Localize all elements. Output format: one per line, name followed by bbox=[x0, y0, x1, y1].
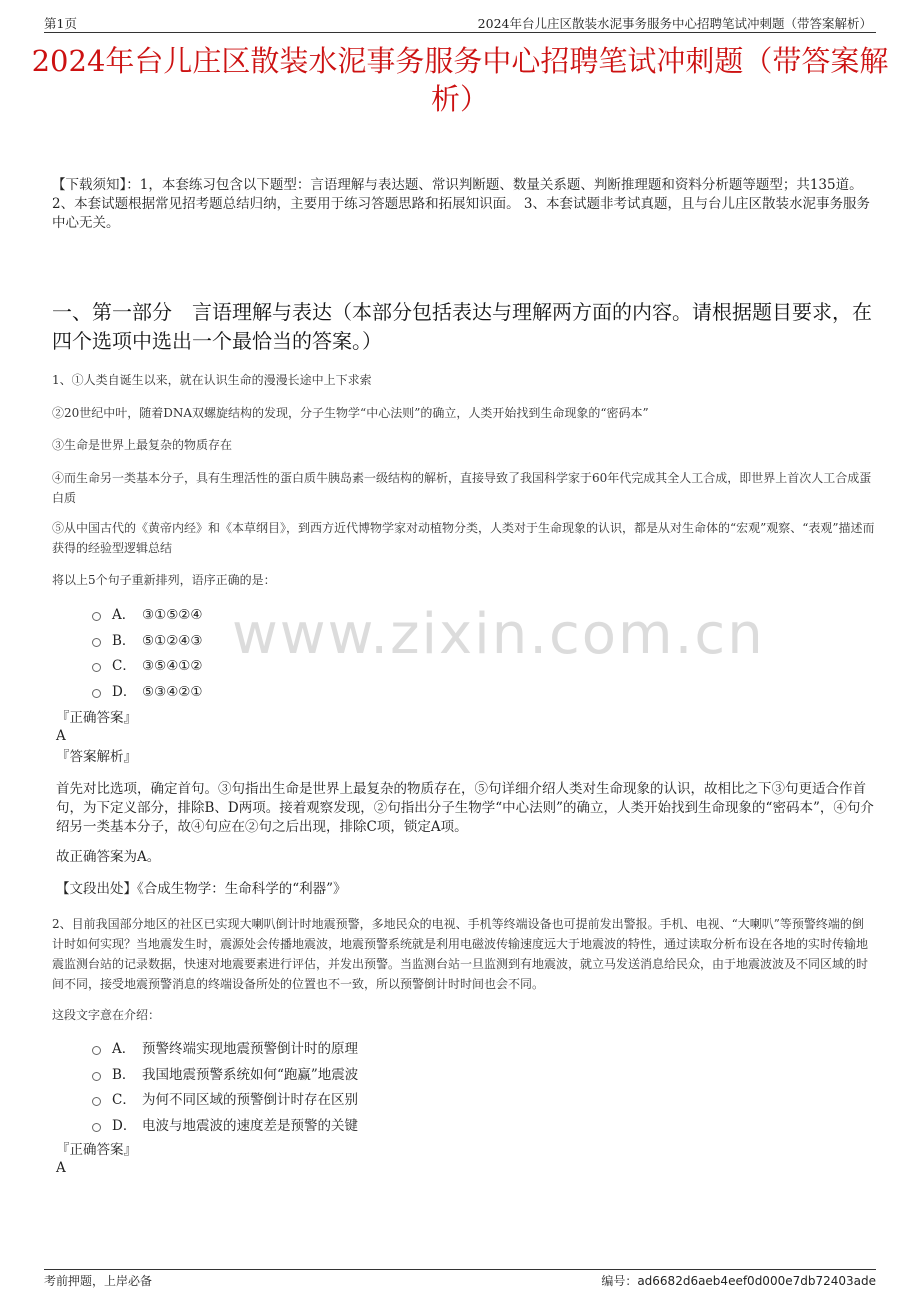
footer-doc-id: 编号：ad6682d6aeb4eef0d000e7db72403ade bbox=[601, 1274, 876, 1288]
q1-answer: A bbox=[56, 728, 66, 744]
page-number: 第1页 bbox=[44, 16, 77, 31]
radio-icon[interactable] bbox=[92, 689, 101, 698]
section-label: 一、第一部分 bbox=[52, 300, 172, 324]
radio-icon[interactable] bbox=[92, 1123, 101, 1132]
q2-stem: 这段文字意在介绍： bbox=[52, 1008, 161, 1022]
q1-analysis-label: 『答案解析』 bbox=[56, 749, 137, 765]
q2-answer: A bbox=[56, 1160, 66, 1176]
q1-conclusion: 故正确答案为A。 bbox=[56, 849, 161, 865]
q2-answer-label: 『正确答案』 bbox=[56, 1142, 137, 1158]
radio-icon[interactable] bbox=[92, 612, 101, 621]
radio-icon[interactable] bbox=[92, 1072, 101, 1081]
footer-slogan: 考前押题，上岸必备 bbox=[44, 1274, 153, 1288]
download-notice: 【下载须知】：1，本套练习包含以下题型：言语理解与表达题、常识判断题、数量关系题、判断推理题和资料分析题等题型；共135道。 2、本套试题根据常见招考题总结归纳，主要用于练习答题思路和拓展知识面。 3、本套试题非考试真题，且与台儿庄区散装水泥事务服务中心无关。 bbox=[52, 177, 870, 231]
document-title: 2024年台儿庄区散装水泥事务服务中心招聘笔试冲刺题（带答案解析） bbox=[31, 44, 889, 116]
q1-sentence-4: ④而生命另一类基本分子，具有生理活性的蛋白质牛胰岛素一级结构的解析，直接导致了我国科学家于60年代完成其全人工合成，即世界上首次人工合成蛋白质 bbox=[52, 471, 872, 505]
q1-sentence-3: ③生命是世界上最复杂的物质存在 bbox=[52, 438, 233, 452]
radio-icon[interactable] bbox=[92, 663, 101, 672]
watermark: www.zixin.com.cn bbox=[232, 602, 765, 667]
radio-icon[interactable] bbox=[92, 1097, 101, 1106]
page-footer bbox=[44, 1269, 876, 1290]
section-description: 言语理解与表达（本部分包括表达与理解两方面的内容。请根据题目要求，在四个选项中选出一个最恰当的答案。） bbox=[52, 300, 872, 353]
q2-passage: 2、目前我国部分地区的社区已实现大喇叭倒计时地震预警，多地民众的电视、手机等终端设备也可提前发出警报。手机、电视、“大喇叭”等预警终端的倒计时如何实现？当地震发生时，震源处会传播地震波，地震预警系统就是利用电磁波传输速度远大于地震波的特性，通过读取分析布设在各地的实时传输地震监测台站的记录数据，快速对地震要素进行评估，并发出预警。当监测台站一旦监测到有地震波，就立马发送消息给民众，由于地震波波及不同区域的时间不同，接受地震预警消息的终端设备所处的位置也不一致，所以预警倒计时时间也会不同。 bbox=[52, 917, 869, 991]
q1-sentence-2: ②20世纪中叶，随着DNA双螺旋结构的发现，分子生物学“中心法则”的确立，人类开始找到生命现象的“密码本” bbox=[52, 406, 649, 420]
q1-analysis: 首先对比选项，确定首句。③句指出生命是世界上最复杂的物质存在，⑤句详细介绍人类对生命现象的认识，故相比之下③句更适合作首句，为下定义部分，排除B、D两项。接着观察发现，②句指出分子生物学“中心法则”的确立，人类开始找到生命现象的“密码本”，④句介绍另一类基本分子，故④句应在②句之后出现，排除C项，锁定A项。 bbox=[56, 781, 874, 835]
q1-answer-label: 『正确答案』 bbox=[56, 710, 137, 726]
q1-source: 【文段出处】《合成生物学：生命科学的“利器”》 bbox=[56, 881, 347, 897]
section-heading bbox=[52, 298, 876, 356]
radio-icon[interactable] bbox=[92, 638, 101, 647]
page-header bbox=[44, 12, 876, 33]
q1-sentence-5: ⑤从中国古代的《黄帝内经》和《本草纲目》，到西方近代博物学家对动植物分类，人类对于生命现象的认识，都是从对生命体的“宏观”观察、“表观”描述而获得的经验型逻辑总结 bbox=[52, 521, 875, 555]
radio-icon[interactable] bbox=[92, 1046, 101, 1055]
header-doc-title: 2024年台儿庄区散装水泥事务服务中心招聘笔试冲刺题（带答案解析） bbox=[477, 16, 872, 31]
q1-sentence-1: 1、①人类自诞生以来，就在认识生命的漫漫长途中上下求索 bbox=[52, 373, 372, 387]
q1-stem: 将以上5个句子重新排列，语序正确的是： bbox=[52, 573, 276, 587]
